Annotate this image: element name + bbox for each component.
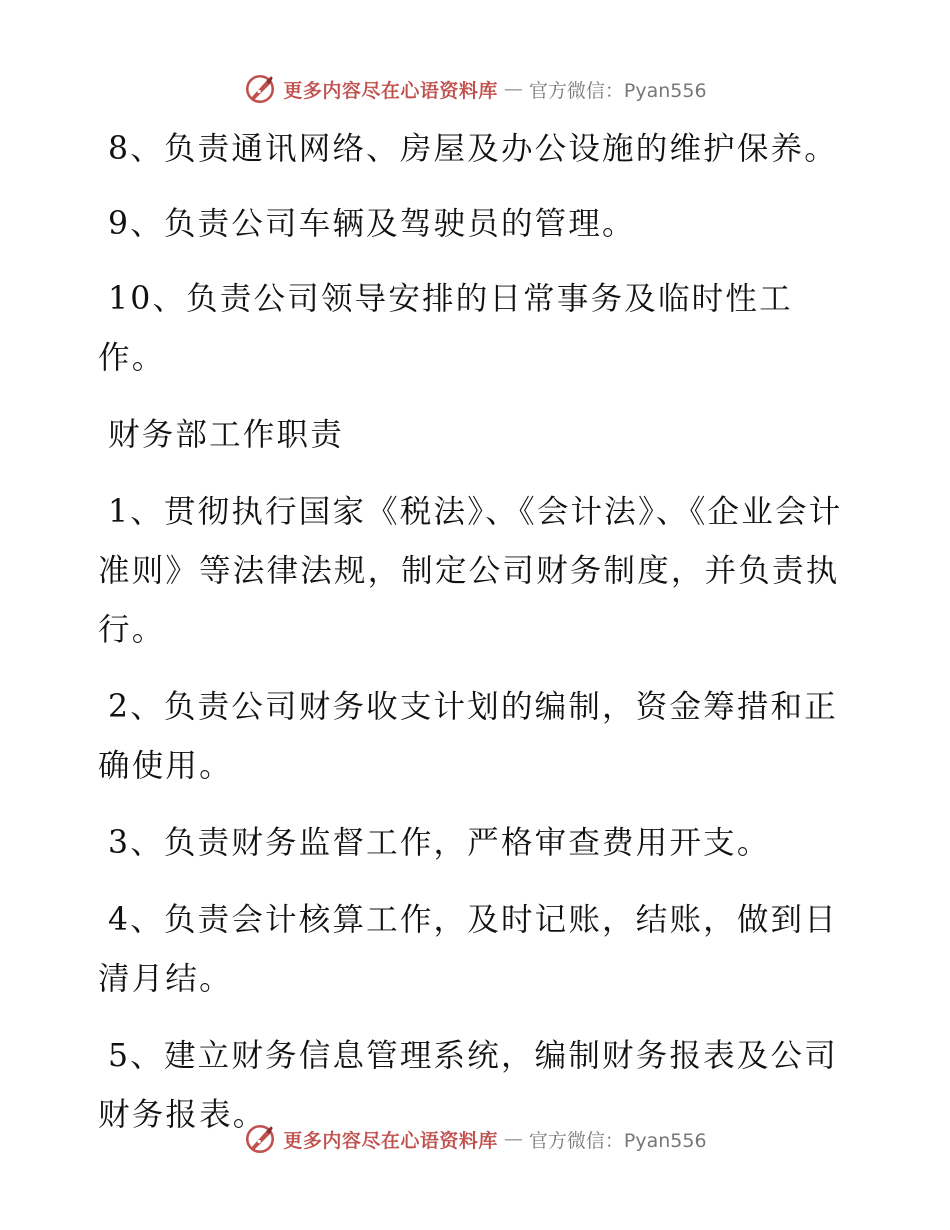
paragraph-finance-2: 2、负责公司财务收支计划的编制，资金筹措和正确使用。 [98, 689, 838, 784]
fountain-pen-nib-logo-icon [243, 1122, 277, 1156]
watermark-site-text: 更多内容尽在心语资料库 [283, 1129, 498, 1152]
paragraph-item-9: 9、负责公司车辆及驾驶员的管理。 [108, 206, 636, 242]
watermark-site-text: 更多内容尽在心语资料库 [283, 79, 498, 102]
paragraph-item-8: 8、负责通讯网络、房屋及办公设施的维护保养。 [108, 131, 838, 167]
header-watermark [0, 72, 950, 106]
paragraph-finance-5: 5、建立财务信息管理系统，编制财务报表及公司财务报表。 [98, 1038, 838, 1133]
document-body [98, 120, 858, 1145]
section-heading-finance: 财务部工作职责 [108, 417, 344, 453]
watermark-separator: — [503, 1128, 523, 1150]
watermark-wechat-text: 官方微信：Pyan556 [528, 1129, 707, 1152]
watermark-separator: — [503, 78, 523, 100]
paragraph-item-10: 10、负责公司领导安排的日常事务及临时性工作。 [98, 281, 793, 376]
paragraph-finance-4: 4、负责会计核算工作，及时记账，结账，做到日清月结。 [98, 902, 838, 997]
watermark-wechat-text: 官方微信：Pyan556 [528, 79, 707, 102]
paragraph-finance-3: 3、负责财务监督工作，严格审查费用开支。 [108, 825, 771, 861]
fountain-pen-nib-logo-icon [243, 72, 277, 106]
paragraph-finance-1: 1、贯彻执行国家《税法》、《会计法》、《企业会计准则》等法律法规，制定公司财务制度，并负责执行。 [98, 494, 843, 648]
footer-watermark [0, 1122, 950, 1156]
